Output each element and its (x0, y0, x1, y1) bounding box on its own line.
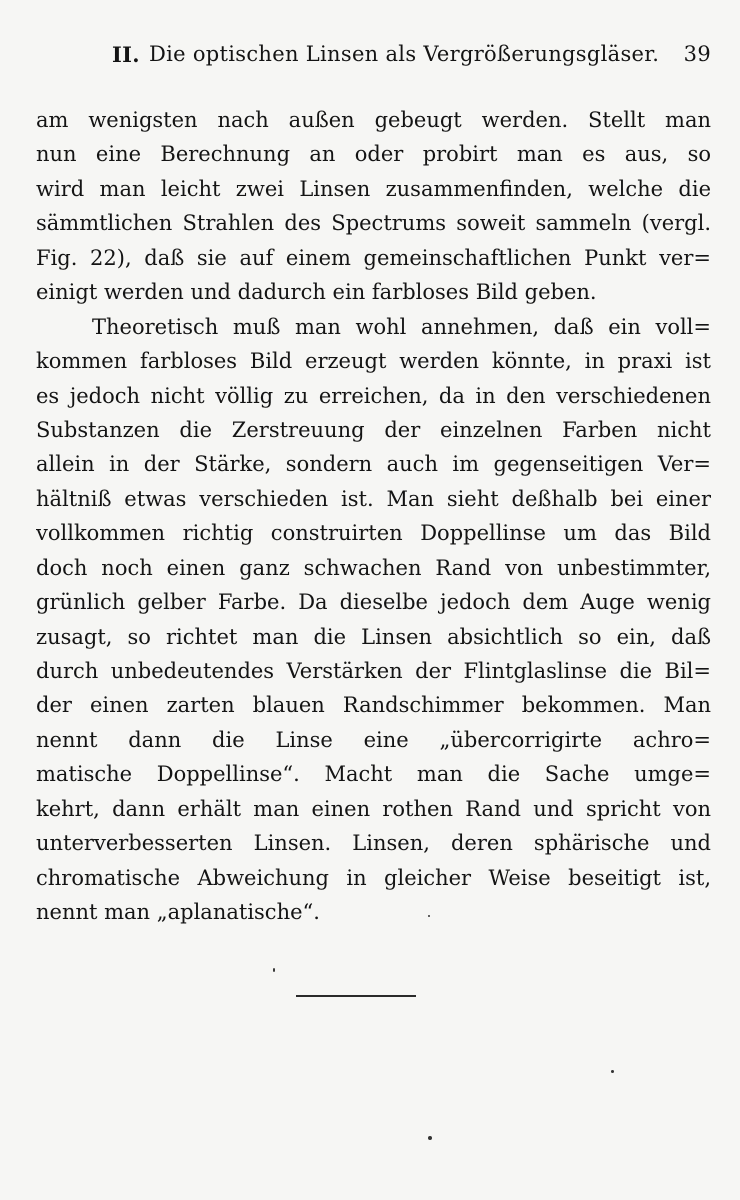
print-speck (611, 1070, 614, 1073)
page-number: 39 (683, 42, 711, 66)
print-speck (273, 968, 275, 972)
text-line: nun eine Berechnung an oder probirt man es aus, so (36, 142, 711, 167)
text-line: am wenigsten nach außen gebeugt werden. Stellt man (36, 108, 711, 132)
print-speck (428, 1136, 432, 1140)
text-line: chromatische Abweichung in gleicher Weise beseitigt ist, (36, 865, 711, 890)
text-line: doch noch einen ganz schwachen Rand von unbestimmter, (36, 555, 711, 580)
text-line: Substanzen die Zerstreuung der einzelnen Farben nicht (36, 417, 711, 442)
running-head (36, 42, 711, 76)
text-line: nennt dann die Linse eine „übercorrigirte achro= (36, 727, 711, 752)
section-number: II. (112, 42, 140, 67)
text-line: grünlich gelber Farbe. Da dieselbe jedoch dem Auge wenig (36, 590, 711, 615)
text-line: wird man leicht zwei Linsen zusammenfinden, welche die (36, 176, 711, 201)
end-rule (296, 995, 416, 997)
text-line: nennt man „aplanatische“. (36, 900, 320, 925)
text-line: Fig. 22), daß sie auf einem gemeinschaftlichen Punkt ver= (36, 245, 711, 270)
text-line: matische Doppellinse“. Macht man die Sache umge= (36, 762, 711, 787)
running-title: Die optischen Linsen als Vergrößerungsgläser. (149, 42, 660, 66)
text-line: hältniß etwas verschieden ist. Man sieht deßhalb bei einer (36, 486, 711, 511)
text-line: einigt werden und dadurch ein farbloses Bild geben. (36, 280, 597, 305)
text-line: allein in der Stärke, sondern auch im gegenseitigen Ver= (36, 452, 711, 477)
text-line: kehrt, dann erhält man einen rothen Rand und spricht von (36, 796, 711, 821)
text-line: unterverbesserten Linsen. Linsen, deren sphärische und (36, 831, 711, 856)
text-line: vollkommen richtig construirten Doppellinse um das Bild (36, 521, 711, 546)
text-line: der einen zarten blauen Randschimmer bekommen. Man (36, 693, 711, 718)
text-line: kommen farbloses Bild erzeugt werden könnte, in praxi ist (36, 349, 711, 374)
body-text (36, 103, 711, 930)
text-line: Theoretisch muß man wohl annehmen, daß ein voll= (92, 314, 711, 339)
text-line: sämmtlichen Strahlen des Spectrums soweit sammeln (vergl. (36, 211, 711, 236)
print-speck (428, 915, 430, 917)
text-line: es jedoch nicht völlig zu erreichen, da in den verschiedenen (36, 383, 711, 408)
text-line: zusagt, so richtet man die Linsen absichtlich so ein, daß (36, 624, 711, 649)
text-line: durch unbedeutendes Verstärken der Flintglaslinse die Bil= (36, 659, 711, 683)
